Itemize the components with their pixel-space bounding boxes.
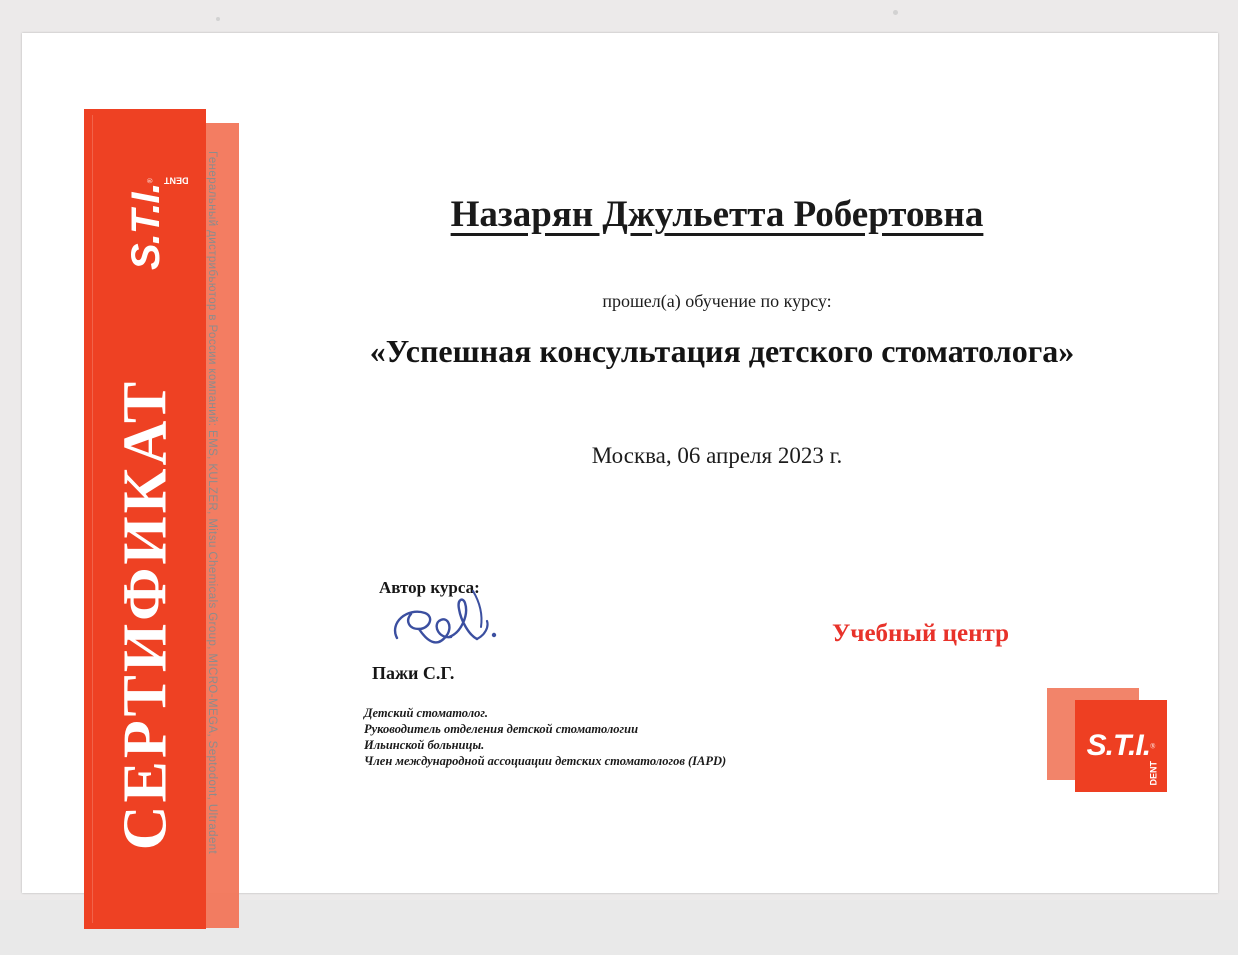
sti-dent-logo-banner: S.T.I.® DENT (124, 175, 189, 270)
author-label: Автор курса: (379, 578, 480, 597)
logo-text: S.T.I. (1086, 729, 1151, 762)
course-title: «Успешная консультация детского стоматолога» (369, 333, 1075, 369)
training-center-label: Учебный центр (832, 620, 1010, 647)
signature-mark (377, 583, 577, 673)
logo-subtext: DENT (164, 175, 189, 186)
signer-title-line: Член международной ассоциации детских стоматологов (IAPD) (364, 754, 727, 768)
signer-title-line: Детский стоматолог. (364, 706, 488, 720)
certificate-body (252, 93, 1212, 913)
signer-title-line: Руководитель отделения детской стоматологии (364, 722, 639, 736)
certificate-page (22, 33, 1218, 893)
signer-title-line: Ильинской больницы. (364, 738, 485, 752)
logo-subtext: DENT (1148, 761, 1159, 786)
corner-logo-front-square: S.T.I.® DENT (1075, 700, 1167, 792)
place-and-date: Москва, 06 апреля 2023 г. (591, 443, 843, 468)
banner-title: СЕРТИФИКАТ (111, 378, 180, 851)
signer-name: Пажи С.Г. (372, 663, 455, 683)
recipient-name: Назарян Джульетта Робертовна (450, 194, 984, 235)
course-prefix-text: прошел(а) обучение по курсу: (602, 291, 832, 311)
scan-artifact (893, 10, 898, 15)
distributor-line: Генеральный дистрибьютор в России компаний: EMS, KULZER, Mitsu Chemicals Group, MICRO-MEGA, Septodont, Ultradent (206, 151, 218, 855)
logo-text: S.T.I. (124, 183, 168, 270)
sti-dent-logo-corner (1047, 688, 1177, 798)
certificate-banner (84, 109, 206, 929)
signer-titles (364, 705, 726, 769)
scan-artifact (216, 17, 220, 21)
